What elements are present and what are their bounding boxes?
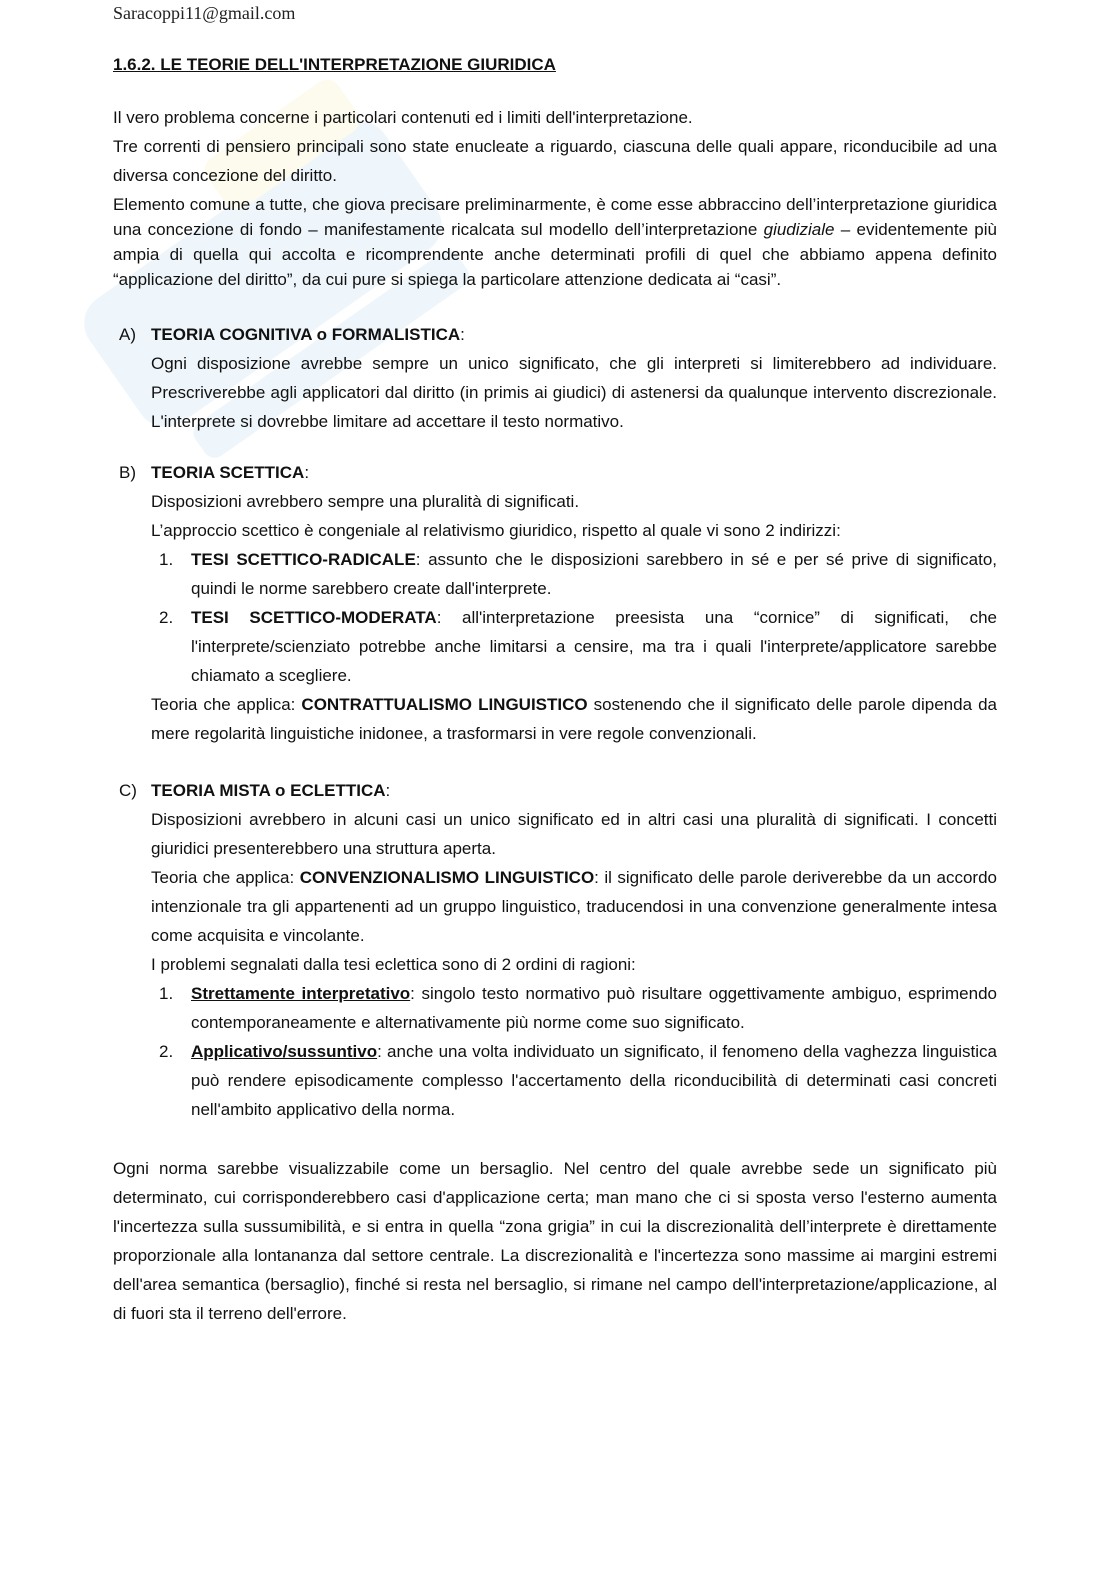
section-b-item-1 xyxy=(151,545,997,603)
intro-paragraph-2: Tre correnti di pensiero principali sono state enucleate a riguardo, ciascuna delle quali appare, riconducibile ad una diversa concezione del diritto. xyxy=(113,137,997,185)
section-c-theory-label: CONVENZIONALISMO LINGUISTICO xyxy=(299,868,595,887)
intro-p3-italic: giudiziale xyxy=(763,220,835,239)
section-a-colon: : xyxy=(460,325,465,344)
conclusion-paragraph: Ogni norma sarebbe visualizzabile come un bersaglio. Nel centro del quale avrebbe sede un significato più determinato, cui corrisponderebbero casi d'applicazione certa; man mano che ci si sposta verso l'esterno aumenta l'incertezza sulla sussumibilità, e si entra in quella “zona grigia” in cui la discrezionalità dell’interprete è direttamente proporzionale alla lontananza dal settore centrale. La discrezionalità e l'incertezza sono massime ai margini estremi dell'area semantica (bersaglio), finché si resta nel bersaglio, si rimane nel campo dell'interpretazione/applicazione, al di fuori sta il terreno dell'errore. xyxy=(113,1159,997,1323)
list-item-text: : anche una volta individuato un significato, il fenomeno della vaghezza linguistica può rendere episodicamente complesso l'accertamento della riconducibilità di determinati casi concreti nell'ambito applicativo della norma. xyxy=(191,1042,997,1119)
intro-p3-part-b: – evidentemente più ampia di quella qui accolta e ricomprendente anche determinati profili di quel che abbiamo appena definito “applicazione del diritto”, da cui pure si spiega la particolare attenzione dedicata ai “casi”. xyxy=(113,220,997,289)
list-item-text: : assunto che le disposizioni sarebbero in sé e per sé prive di significato, quindi le norme sarebbero create dall'interprete. xyxy=(191,550,997,598)
section-c-item-1 xyxy=(151,979,997,1037)
section-c-theory-pre: Teoria che applica: xyxy=(151,868,300,887)
intro-paragraph-1: Il vero problema concerne i particolari contenuti ed i limiti dell'interpretazione. xyxy=(113,108,693,127)
intro-paragraph-3 xyxy=(113,192,997,292)
section-c-heading: TEORIA MISTA o ECLETTICA xyxy=(151,781,386,800)
section-b-theory xyxy=(151,690,997,748)
section-b-colon: : xyxy=(304,463,310,482)
section-b-heading: TEORIA SCETTICA xyxy=(151,463,305,482)
header-email: Saracoppi11@gmail.com xyxy=(113,3,296,23)
list-item-label: TESI SCETTICO-MODERATA xyxy=(191,608,437,627)
list-item-label: TESI SCETTICO-RADICALE xyxy=(191,550,416,569)
section-b-line-2: L’approccio scettico è congeniale al relativismo giuridico, rispetto al quale vi sono 2 indirizzi: xyxy=(151,521,841,540)
section-c-item-2 xyxy=(151,1037,997,1124)
section-a-letter: A) xyxy=(119,325,136,344)
section-c xyxy=(113,776,997,1124)
intro-p3-part-a: Elemento comune a tutte, che giova precisare preliminarmente, è come esse abbraccino dell’interpretazione giuridica una concezione di fondo – manifestamente ricalcata sul modello dell’interpretazione xyxy=(113,195,997,239)
document-body xyxy=(113,52,997,1328)
section-a-heading: TEORIA COGNITIVA o FORMALISTICA xyxy=(151,325,461,344)
section-b-theory-pre: Teoria che applica: xyxy=(151,695,302,714)
list-number: 2. xyxy=(159,1042,174,1061)
section-b-letter: B) xyxy=(119,463,136,482)
section-c-letter: C) xyxy=(119,781,137,800)
section-c-line-3: I problemi segnalati dalla tesi eclettica sono di 2 ordini di ragioni: xyxy=(151,955,636,974)
list-item-label: Strettamente interpretativo xyxy=(191,984,411,1003)
section-b-line-1: Disposizioni avrebbero sempre una pluralità di significati. xyxy=(151,492,580,511)
list-item-text: : singolo testo normativo può risultare oggettivamente ambiguo, esprimendo contemporaneamente e alternativamente più norme come suo significato. xyxy=(191,984,997,1032)
section-b-theory-post: sostenendo che il significato delle parole dipenda da mere regolarità linguistiche inidonee, a trasformarsi in vere regole convenzionali. xyxy=(151,695,997,743)
section-c-theory-post: : il significato delle parole deriverebbe da un accordo intenzionale tra gli appartenenti ad un gruppo linguistico, traducendosi in una convenzione generalmente intesa come acquisita e vincolante. xyxy=(151,868,997,945)
section-a-text: Ogni disposizione avrebbe sempre un unico significato, che gli interpreti si limiterebbero ad individuare. Prescriverebbe agli applicatori dal diritto (in primis ai giudici) di astenersi da qualunque intervento discrezionale. L'interprete si dovrebbe limitare ad accettare il testo normativo. xyxy=(151,354,997,431)
section-title: 1.6.2. LE TEORIE DELL'INTERPRETAZIONE GIURIDICA xyxy=(113,55,556,74)
list-number: 1. xyxy=(159,550,174,569)
section-c-line-1: Disposizioni avrebbero in alcuni casi un unico significato ed in altri casi una pluralità di significati. I concetti giuridici presenterebbero una struttura aperta. xyxy=(151,810,997,858)
section-a xyxy=(113,320,997,436)
section-c-colon: : xyxy=(385,781,391,800)
section-b-theory-label: CONTRATTUALISMO LINGUISTICO xyxy=(301,695,588,714)
list-item-label: Applicativo/sussuntivo xyxy=(191,1042,378,1061)
section-b-item-2 xyxy=(151,603,997,690)
list-number: 1. xyxy=(159,984,174,1003)
list-number: 2. xyxy=(159,608,174,627)
list-item-text: : all'interpretazione preesista una “cornice” di significati, che l'interprete/scienziato potrebbe anche limitarsi a censire, ma tra i quali l'interprete/applicatore sarebbe chiamato a scegliere. xyxy=(191,608,998,685)
section-c-theory xyxy=(151,863,997,950)
section-b xyxy=(113,458,997,748)
